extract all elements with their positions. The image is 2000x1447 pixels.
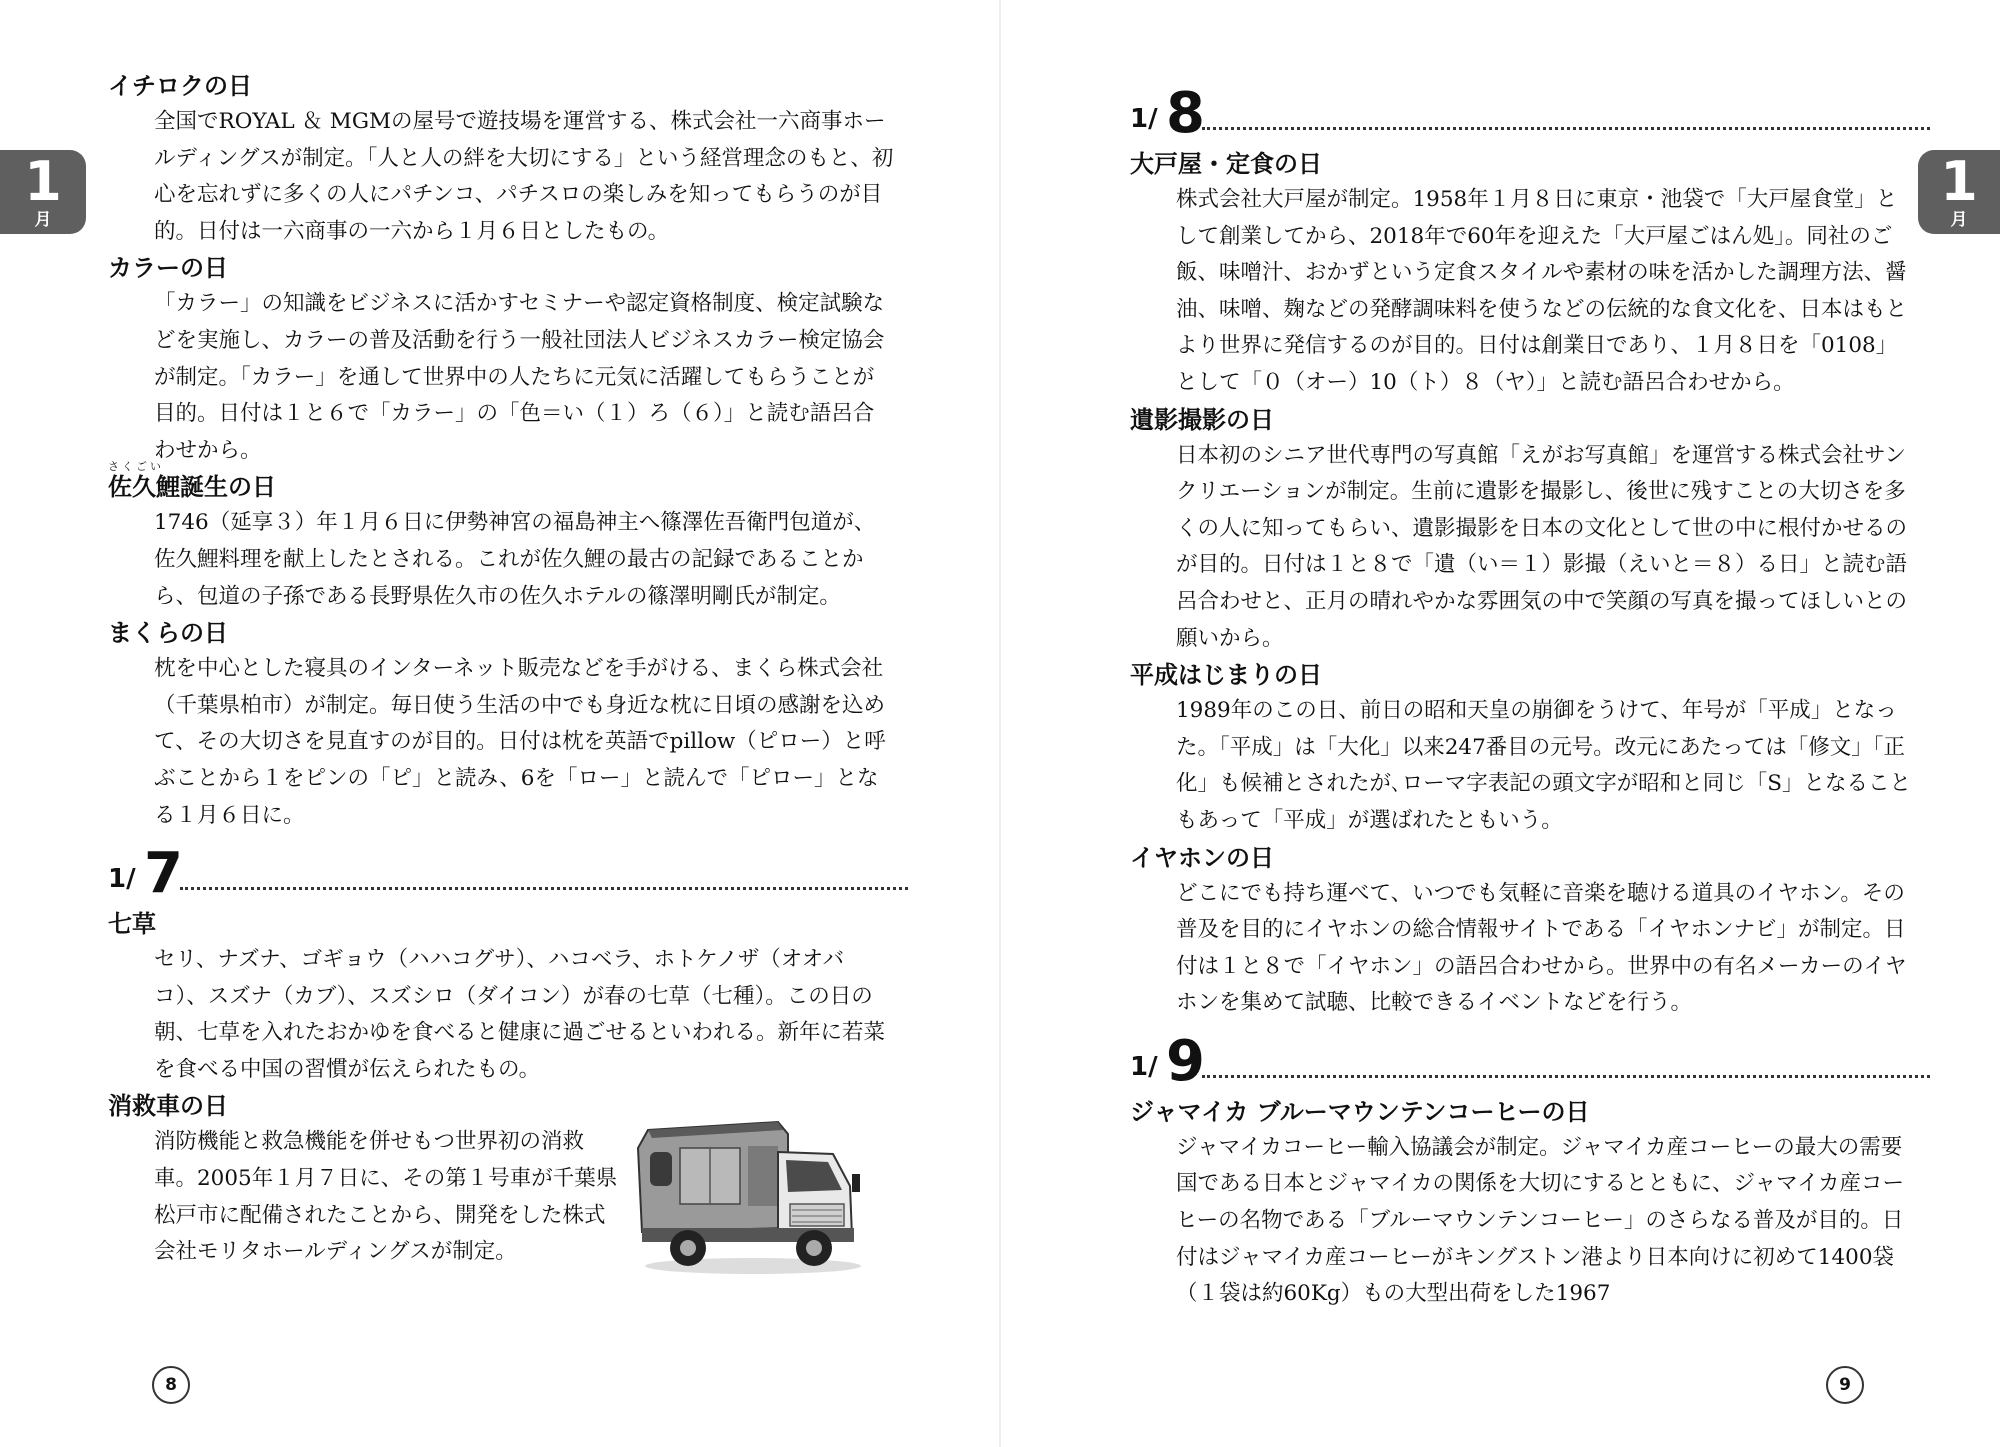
entry-title-tail: 誕生の日: [180, 473, 276, 502]
entry-text: 1989年のこの日、前日の昭和天皇の崩御をうけて、年号が「平成」となった。「平成」は「大化」以来247番目の元号。改元にあたっては「修文」「正化」も候補とされたが､ローマ字表記の頭文字が昭和と同じ「S」となることもあって「平成」が選ばれたともいう。: [1176, 698, 1911, 833]
page-number: 8: [152, 1366, 190, 1404]
ruby-base: 佐久鯉: [108, 473, 180, 502]
entry-fire-rescue: [108, 1088, 908, 1270]
entry-text: ジャマイカコーヒー輸入協議会が制定。ジャマイカ産コーヒーの最大の需要国である日本とジャマイカの関係を大切にするとともに、ジャマイカ産コーヒーの名物である「ブルーマウンテンコーヒー」のさらなる普及が目的。日付はジャマイカ産コーヒーがキングストン港より日本向けに初めて1400袋（１袋は約60Kg）もの大型出荷をした1967: [1176, 1134, 1904, 1307]
month-tab-number: 1: [24, 150, 62, 213]
entry-ootoya: [1130, 146, 1930, 402]
entry-title: [108, 460, 908, 505]
ruby-reading: さくごい: [108, 460, 164, 474]
entry-sakugoi: [108, 460, 908, 615]
month-tab-left: [0, 150, 86, 234]
entry-text: 消防機能と救急機能を併せもつ世界初の消救車。2005年１月７日に、その第１号車が千葉県松戸市に配備されたことから、開発をした株式会社モリタホールディングスが制定。: [154, 1129, 618, 1265]
entry-text: 全国でROYAL ＆ MGMの屋号で遊技場を運営する、株式会社一六商事ホールディングスが制定。「人と人の絆を大切にする」という経営理念のもと、初心を忘れずに多くの人にパチンコ、パチスロの楽しみを知ってもらうのが目的。日付は一六商事の一六から１月６日としたもの。: [154, 109, 894, 244]
entry-title: 遺影撮影の日: [1130, 405, 1274, 434]
entry-title: 大戸屋・定食の日: [1130, 150, 1322, 178]
ruby-term: [108, 460, 180, 505]
dotted-rule: [180, 887, 908, 890]
date-month: 1/: [108, 864, 136, 895]
fire-rescue-truck-image: [628, 1108, 868, 1278]
month-tab-number: 1: [1940, 150, 1978, 213]
date-month: 1/: [1130, 1051, 1158, 1082]
page-number: 9: [1826, 1366, 1864, 1404]
entry-title: イヤホンの日: [1130, 843, 1274, 872]
month-tab-right: [1918, 150, 2000, 234]
entry-text: 枕を中心とした寝具のインターネット販売などを手がける、まくら株式会社（千葉県柏市）が制定。毎日使う生活の中でも身近な枕に日頃の感謝を込めて、その大切さを見直すのが目的。日付は枕を英語でpillow（ピロー）と呼ぶことから１をピンの「ピ」と読み、6を「ロー」と読んで「ピロー」となる１月６日に。: [154, 656, 886, 828]
date-heading-1-7: [108, 838, 908, 907]
entry-text: セリ、ナズナ、ゴギョウ（ハハコグサ）、ハコベラ、ホトケノザ（オオバコ）、スズナ（カブ）、スズシロ（ダイコン）が春の七草（七種）。この日の朝、七草を入れたおかゆを食べると健康に過ごせるといわれる。新年に若菜を食べる中国の習慣が伝えられたもの。: [154, 947, 886, 1082]
month-tab-label: 月: [34, 210, 52, 230]
entry-text: 1746（延享３）年１月６日に伊勢神宮の福島神主へ篠澤佐吾衛門包道が、佐久鯉料理を献上したとされる。これが佐久鯉の最古の記録であることから、包道の子孫である長野県佐久市の佐久ホテルの篠澤明剛氏が制定。: [154, 510, 876, 609]
date-day: 9: [1166, 1028, 1205, 1094]
date-heading-1-8: [1130, 78, 1930, 146]
date-day: 7: [144, 841, 183, 907]
entry-text: どこにでも持ち運べて、いつでも気軽に音楽を聴ける道具のイヤホン。その普及を目的にイヤホンの総合情報サイトである「イヤホンナビ」が制定。日付は１と８で「イヤホン」の語呂合わせから。世界中の有名メーカーのイヤホンを集めて試聴、比較できるイベントなどを行う。: [1176, 880, 1907, 1016]
entry-blue-mountain: [1130, 1094, 1930, 1313]
entry-title: カラーの日: [108, 254, 228, 283]
entry-title: 七草: [108, 910, 156, 939]
entry-color: [108, 250, 908, 469]
entry-ichiroku: [108, 68, 908, 250]
right-page: [1000, 0, 2000, 1447]
dotted-rule: [1202, 127, 1930, 130]
dotted-rule: [1202, 1075, 1930, 1078]
entry-title: ジャマイカ ブルーマウンテンコーヒーの日: [1130, 1097, 1590, 1126]
entry-earphone: [1130, 840, 1930, 1022]
entry-nanakusa: [108, 906, 908, 1088]
entry-title: 平成はじまりの日: [1130, 661, 1322, 690]
entry-makura: [108, 615, 908, 834]
month-tab-label: 月: [1950, 210, 1968, 230]
date-month: 1/: [1130, 104, 1158, 134]
left-content: [108, 68, 908, 1271]
date-day: 8: [1166, 81, 1205, 146]
entry-text: 日本初のシニア世代専門の写真館「えがお写真館」を運営する株式会社サンクリエーションが制定。生前に遺影を撮影し、後世に残すことの大切さを多くの人に知ってもらい、遺影撮影を日本の文化として世の中に根付かせるのが目的。日付は１と８で「遺（い＝１）影撮（えいと＝８）る日」と読む語呂合わせと、正月の晴れやかな雰囲気の中で笑顔の写真を撮ってほしいとの願いから。: [1176, 442, 1908, 651]
entry-iei: [1130, 402, 1930, 658]
entry-title: イチロクの日: [108, 72, 252, 100]
right-content: [1130, 74, 1930, 1313]
entry-text: 「カラー」の知識をビジネスに活かすセミナーや認定資格制度、検定試験などを実施し、カラーの普及活動を行う一般社団法人ビジネスカラー検定協会が制定。「カラー」を通して世界中の人たちに元気に活躍してもらうことが目的。日付は１と６で「カラー」の「色＝い（１）ろ（６）」と読む語呂合わせから。: [154, 291, 885, 463]
entry-title: まくらの日: [108, 619, 228, 648]
date-heading-1-9: [1130, 1026, 1930, 1094]
entry-heisei: [1130, 657, 1930, 839]
entry-text: 株式会社大戸屋が制定。1958年１月８日に東京・池袋で「大戸屋食堂」として創業してから、2018年で60年を迎えた「大戸屋ごはん処」。同社のご飯、味噌汁、おかずという定食スタイルや素材の味を活かした調理方法、醤油、味噌、麹などの発酵調味料を使うなどの伝統的な食文化を、日本はもとより世界に発信するのが目的。日付は創業日であり、１月８日を「0108」として「０（オー）10（ト）８（ヤ）」と読む語呂合わせから。: [1176, 187, 1908, 395]
entry-title: 消救車の日: [108, 1092, 228, 1121]
